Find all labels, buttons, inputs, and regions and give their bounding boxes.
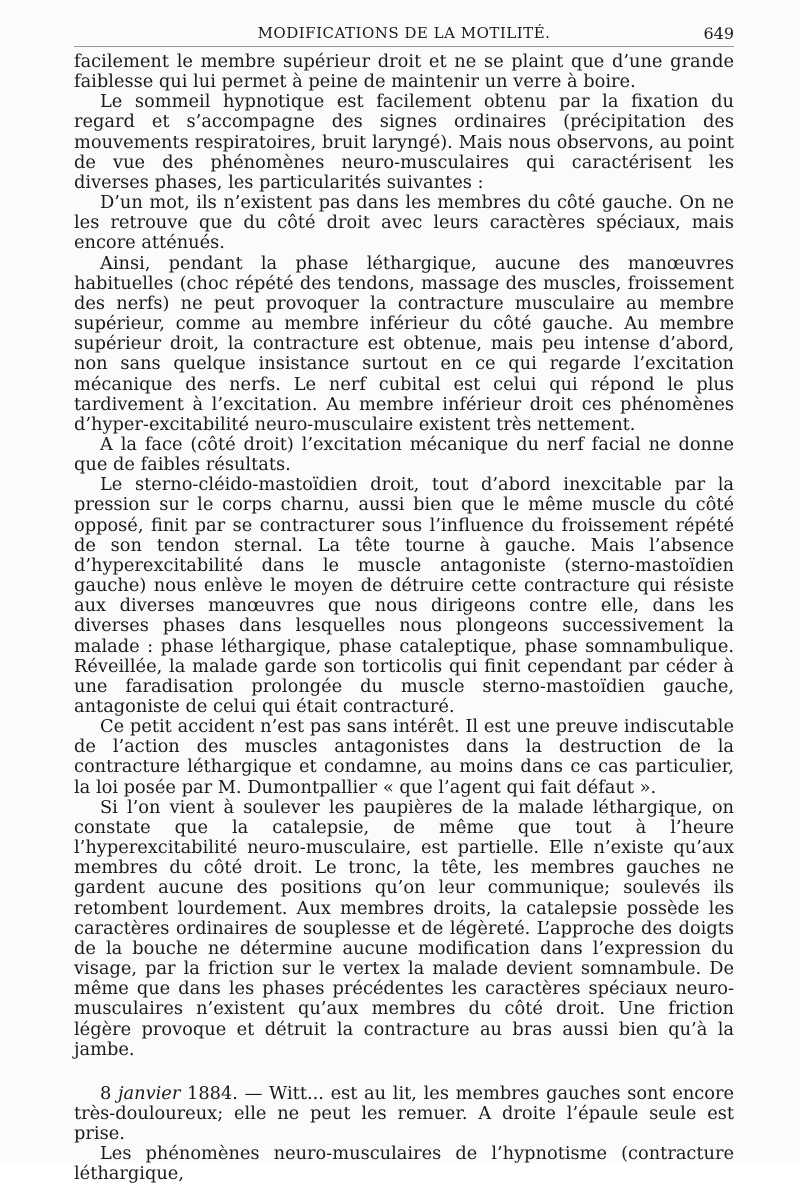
entry-day: 8 bbox=[100, 1082, 112, 1104]
paragraph-hypnotic-sleep: Le sommeil hypnotique est facilement obtenu par la fixation du regard et s’accompagne des signes ordinaires (précipitation des mouvements respiratoires, bruit laryngé). Mais nous observons, au point de vue des phénomènes neuro-musculaires qui caractérisent les diverses phases, les particularités suivantes : bbox=[74, 91, 734, 193]
paragraph-small-accident: Ce petit accident n’est pas sans intérêt. Il est une preuve indiscutable de l’action des muscles antagonistes dans la destruction de la contracture léthargique et condamne, au moins dans ce cas particulier, la loi posée par M. Dumontpallier « que l’agent qui fait défaut ». bbox=[74, 716, 734, 798]
paragraph-sterno-cleido: Le sterno-cléido-mastoïdien droit, tout d’abord inexcitable par la pression sur le corps charnu, aussi bien que le même muscle du côté opposé, finit par se contracturer sous l’influence du froissement répété de son tendon sternal. La tête tourne à gauche. Mais l’absence d’hyperexcitabilité dans le muscle antagoniste (sterno-mastoïdien gauche) nous enlève le moyen de détruire cette contracture qui résiste aux diverses manœuvres que nous dirigeons contre elle, dans les diverses phases dans lesquelles nous plongeons successivement la malade : phase léthargique, phase cataleptique, phase somnambulique. Réveillée, la malade garde son torticolis qui finit cependant par céder à une faradisation prolongée du muscle sterno-mastoïdien gauche, antagoniste de celui qui était contracturé. bbox=[74, 474, 734, 717]
page-header bbox=[74, 21, 734, 47]
running-title: MODIFICATIONS DE LA MOTILITÉ. bbox=[257, 24, 551, 42]
body-text bbox=[74, 52, 734, 1185]
header-rule bbox=[74, 46, 734, 47]
page-number: 649 bbox=[703, 24, 734, 43]
paragraph-left-side: D’un mot, ils n’existent pas dans les membres du côté gauche. On ne les retrouve que du côté droit avec leurs caractères spéciaux, mais encore atténués. bbox=[74, 192, 734, 254]
paragraph-dated-entry bbox=[74, 1084, 734, 1144]
entry-month: janvier bbox=[118, 1082, 181, 1104]
entry-text: 1884. — Witt... est au lit, les membres gauches sont encore très-douloureux; elle ne peut les remuer. A droite l’épaule seule est prise. bbox=[74, 1082, 734, 1145]
paragraph-final: Les phénomènes neuro-musculaires de l’hypnotisme (contracture léthargique, bbox=[74, 1143, 734, 1185]
paragraph-continuation: facilement le membre supérieur droit et ne se plaint que d’une grande faiblesse qui lui permet à peine de maintenir un verre à boire. bbox=[74, 51, 734, 93]
paragraph-catalepsy: Si l’on vient à soulever les paupières de la malade léthargique, on constate que la catalepsie, de même que tout à l’heure l’hyperexcitabilité neuro-musculaire, est partielle. Elle n’existe qu’aux membres du côté droit. Le tronc, la tête, les membres gauches ne gardent aucune des positions qu’on leur communique; soulevés ils retombent lourdement. Aux membres droits, la catalepsie possède les caractères ordinaires de souplesse et de légèreté. L’approche des doigts de la bouche ne détermine aucune modification dans l’expression du visage, par la friction sur le vertex la malade devient somnambule. De même que dans les phases précédentes les caractères spéciaux neuro-musculaires n’existent qu’aux membres du côté droit. Une friction légère provoque et détruit la contracture au bras aussi bien qu’à la jambe. bbox=[74, 796, 734, 1060]
paragraph-lethargic-phase: Ainsi, pendant la phase léthargique, aucune des manœuvres habituelles (choc répété des tendons, massage des muscles, froissement des nerfs) ne peut provoquer la contracture musculaire au membre supérieur, comme au membre inférieur du côté gauche. Au membre supérieur droit, la contracture est obtenue, mais peu intense d’abord, non sans quelque insistance surtout en ce qui regarde l’excitation mécanique des nerfs. Le nerf cubital est celui qui répond le plus tardivement à l’excitation. Au membre inférieur droit ces phénomènes d’hyper-excitabilité neuro-musculaire existent très nettement. bbox=[74, 252, 734, 435]
paragraph-face: A la face (côté droit) l’excitation mécanique du nerf facial ne donne que de faibles résultats. bbox=[74, 433, 734, 476]
